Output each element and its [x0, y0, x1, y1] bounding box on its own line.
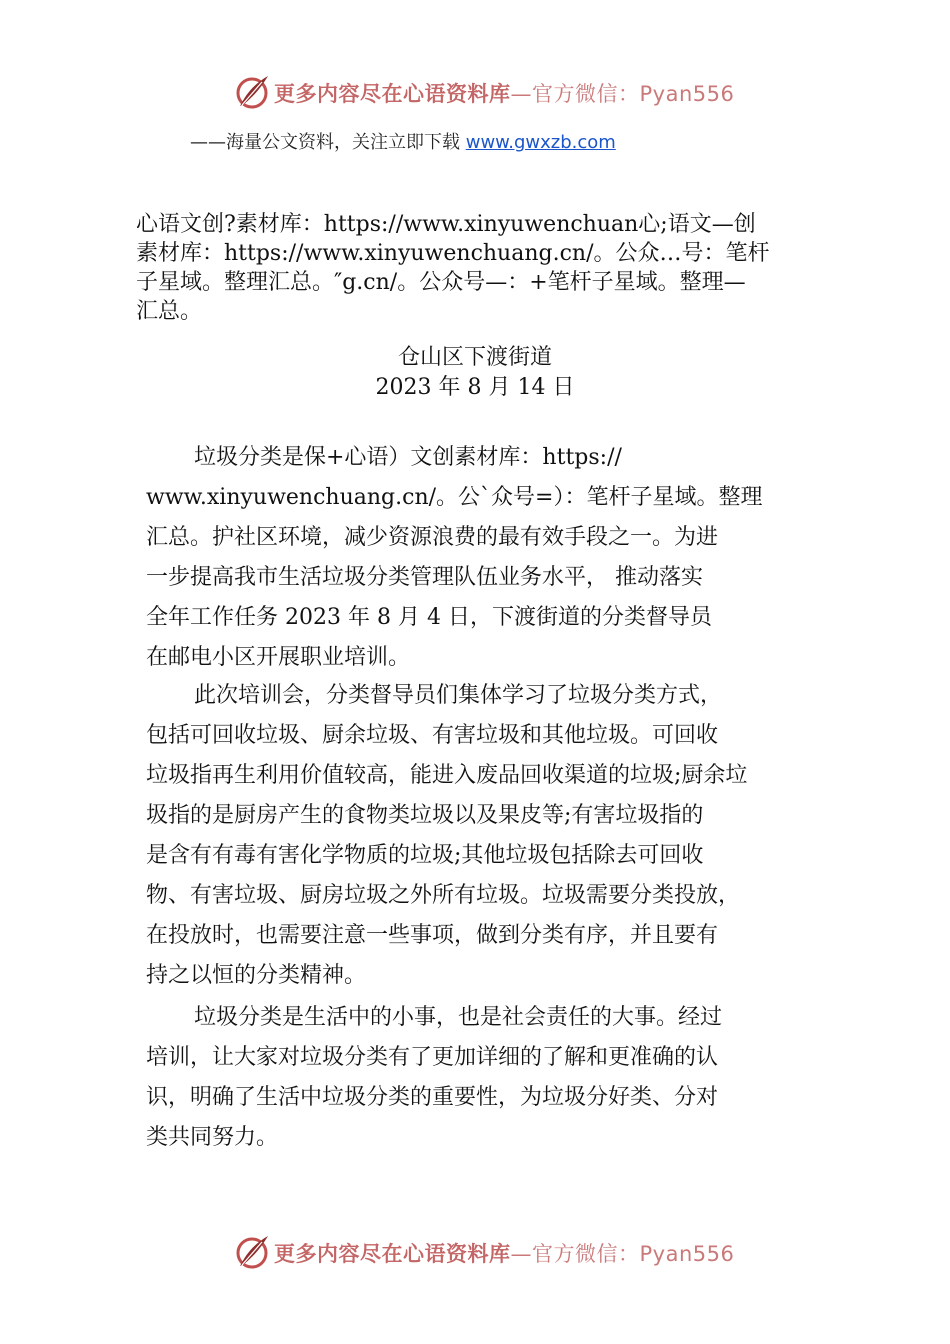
paragraph-line: 持之以恒的分类精神。 [146, 963, 367, 988]
banner-text-rest: —官方微信：Pyan556 [510, 82, 735, 106]
paragraph-line: 在投放时，也需要注意一些事项，做到分类有序，并且要有 [146, 923, 719, 948]
paragraph-2 [146, 676, 826, 996]
quill-logo-icon [232, 1232, 272, 1272]
intro-line: 子星域。整理汇总。″g.cn/。公众号—：+笔杆子星域。整理— [136, 270, 746, 295]
subline-text: ——海量公文资料，关注立即下载 [190, 132, 466, 153]
paragraph-line: 全年工作任务 2023 年 8 月 4 日，下渡街道的分类督导员 [146, 605, 712, 630]
paragraph-line: 汇总。护社区环境，减少资源浪费的最有效手段之一。为进 [146, 525, 719, 550]
download-link[interactable]: www.gwxzb.com [465, 132, 616, 153]
paragraph-3 [146, 998, 826, 1158]
banner-text [274, 1238, 734, 1268]
paragraph-line: 包括可回收垃圾、厨余垃圾、有害垃圾和其他垃圾。可回收 [146, 723, 719, 748]
paragraph-line: 识，明确了生活中垃圾分类的重要性，为垃圾分好类、分对 [146, 1085, 719, 1110]
paragraph-line: 垃圾分类是生活中的小事，也是社会责任的大事。经过 [194, 1005, 723, 1030]
footer-banner [0, 1230, 950, 1274]
intro-line: 素材库：https://www.xinyuwenchuang.cn/。公众…号：笔杆 [136, 241, 770, 266]
banner-text [274, 78, 734, 108]
paragraph-line: 是含有有毒有害化学物质的垃圾;其他垃圾包括除去可回收 [146, 843, 704, 868]
paragraph-line: 垃圾指再生利用价值较高，能进入废品回收渠道的垃圾;厨余垃 [146, 763, 748, 788]
intro-line: 汇总。 [136, 299, 203, 324]
banner-text-bold: 更多内容尽在心语资料库 [274, 82, 511, 106]
paragraph-line: 圾指的是厨房产生的食物类垃圾以及果皮等;有害垃圾指的 [146, 803, 704, 828]
paragraph-line: 垃圾分类是保+心语）文创素材库：https:// [194, 445, 622, 470]
banner-text-rest: —官方微信：Pyan556 [510, 1242, 735, 1266]
intro-line: 心语文创?素材库：https://www.xinyuwenchuan心;语文—创 [136, 212, 756, 237]
quill-logo-icon [232, 72, 272, 112]
header-banner [0, 70, 950, 114]
paragraph-line: www.xinyuwenchuang.cn/。公`众号=）：笔杆子星域。整理 [146, 485, 763, 510]
intro-block [136, 210, 836, 326]
paragraph-line: 培训，让大家对垃圾分类有了更加详细的了解和更准确的认 [146, 1045, 719, 1070]
paragraph-line: 此次培训会，分类督导员们集体学习了垃圾分类方式， [194, 683, 723, 708]
paragraph-line: 物、有害垃圾、厨房垃圾之外所有垃圾。垃圾需要分类投放， [146, 883, 741, 908]
paragraph-line: 类共同努力。 [146, 1125, 279, 1150]
paragraph-line: 一步提高我市生活垃圾分类管理队伍业务水平， 推动落实 [146, 565, 703, 590]
paragraph-line: 在邮电小区开展职业培训。 [146, 645, 411, 670]
download-subline [190, 128, 616, 154]
org-heading: 仓山区下渡街道 [397, 345, 552, 370]
banner-text-bold: 更多内容尽在心语资料库 [274, 1242, 511, 1266]
date-heading: 2023 年 8 月 14 日 [375, 375, 575, 400]
paragraph-1 [146, 438, 826, 678]
